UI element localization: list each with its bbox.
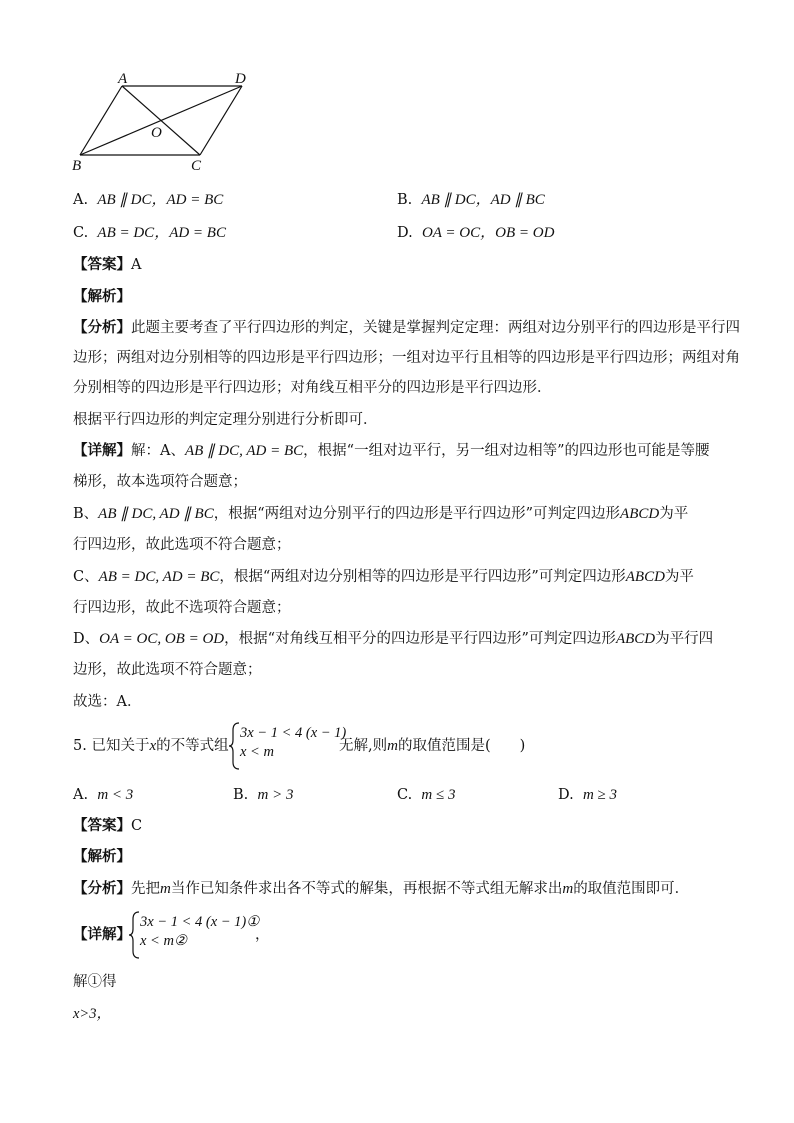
q4-answer: 【答案】A [73,256,142,273]
q4-detail-b-line1: B、AB ∥ DC, AD ∥ BC，根据“两组对边分别平行的四边形是平行四边形”可判定四边形ABCD为平 [73,506,689,522]
q5-option-b[interactable]: B. m > 3 [233,787,294,803]
q4-detail-c-line1: C、AB = DC, AD = BC，根据“两组对边分别相等的四边形是平行四边形”可判定四边形ABCD为平 [73,569,694,585]
label-d: D [235,71,246,87]
edge-ab [80,86,122,155]
label-o: O [151,125,162,141]
q4-option-d[interactable]: D. OA = OC，OB = OD [397,225,555,241]
q5-option-d[interactable]: D. m ≥ 3 [558,787,618,803]
q5-system-line1: 3x − 1 < 4 (x − 1) [240,725,347,741]
q5-option-a[interactable]: A. m < 3 [73,787,134,803]
q4-detail-a-line2: 梯形，故本选项符合题意； [73,474,247,490]
edge-cd [200,86,242,155]
q4-option-c[interactable]: C. AB = DC，AD = BC [73,225,226,241]
q4-detail-a-line1: 【详解】解：A、AB ∥ DC, AD = BC，根据“一组对边平行，另一组对边相等”的四边形也可能是等腰 [73,442,710,459]
q4-detail-b-line2: 行四边形，故此选项不符合题意； [73,537,291,553]
q5-result1: x>3， [73,1006,111,1022]
q4-fenxi-line2: 边形；两组对边分别相等的四边形是平行四边形；一组对边平行且相等的四边形是平行四边形；两组对角 [73,350,740,366]
q4-analysis-heading: 【解析】 [73,288,131,305]
q4-choose: 故选：A． [73,694,142,710]
q5-detail-system-line1: 3x − 1 < 4 (x − 1)① [140,914,260,930]
q5-solve1: 解①得 [73,974,117,990]
q5-fenxi: 【分析】先把m当作已知条件求出各不等式的解集，再根据不等式组无解求出m的取值范围即可． [73,880,690,897]
parallelogram-figure [66,66,266,178]
q5-answer: 【答案】C [73,817,143,834]
q5-option-c[interactable]: C. m ≤ 3 [397,787,456,803]
q5-analysis-heading: 【解析】 [73,848,131,865]
q4-fenxi-line1: 【分析】此题主要考查了平行四边形的判定，关键是掌握判定定理：两组对边分别平行的四边形是平行四 [73,319,740,336]
q4-fenxi-line4: 根据平行四边形的判定定理分别进行分析即可． [73,412,378,428]
q5-detail-comma: ， [255,927,270,943]
q4-fenxi-line3: 分别相等的四边形是平行四边形；对角线互相平分的四边形是平行四边形． [73,380,552,396]
diagonal-ac [122,86,200,155]
q4-option-a[interactable]: A. AB ∥ DC，AD = BC [73,192,224,208]
q5-detail-tag: 【详解】 [73,926,131,943]
q5-detail-system [140,913,259,951]
q4-detail-d-line2: 边形，故此选项不符合题意； [73,662,262,678]
q4-detail-d-line1: D、OA = OC, OB = OD，根据“对角线互相平分的四边形是平行四边形”可判定四边形ABCD为平行四 [73,631,714,647]
label-b: B [72,158,82,174]
q4-detail-c-line2: 行四边形，故此不选项符合题意； [73,600,291,616]
q5-stem-prefix: 5. 已知关于x的不等式组 [73,738,229,754]
q5-detail-system-line2: x < m② [140,933,187,949]
q4-option-b[interactable]: B. AB ∥ DC，AD ∥ BC [397,192,545,208]
q5-stem-suffix: 无解,则m的取值范围是( ) [339,738,526,754]
label-c: C [191,158,202,174]
q5-system-line2: x < m [240,744,274,760]
q5-system [240,724,346,762]
label-a: A [118,71,128,87]
